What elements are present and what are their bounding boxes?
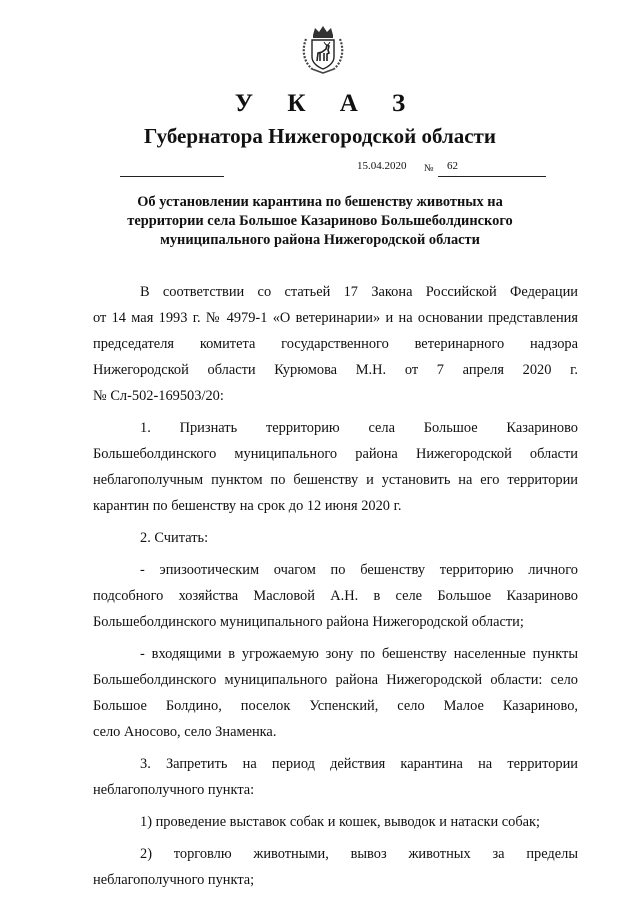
body-line: - входящими в угрожаемую зону по бешенству населенные пункты (140, 646, 578, 662)
decree-title: У К А З (234, 90, 420, 117)
body-line: 2) торговлю животными, вывоз животных за пределы (140, 846, 578, 862)
body-line: Большеболдинского муниципального района Нижегородской области (93, 446, 578, 462)
body-line: 3. Запретить на период действия карантина на территории (140, 756, 578, 772)
body-line: неблагополучного пункта: (93, 782, 255, 798)
body-line: Большеболдинского муниципального района Нижегородской области; (93, 614, 524, 630)
decree-number: 62 (447, 160, 458, 172)
body-line: № Сл-502-169503/20: (93, 388, 224, 404)
subject-line: Об установлении карантина по бешенству животных на (137, 194, 503, 210)
decree-number-label: № (424, 163, 434, 174)
body-line: В соответствии со статьей 17 Закона Российской Федерации (140, 284, 578, 300)
body-line: - эпизоотическим очагом по бешенству территорию личного (140, 562, 578, 578)
body-line: неблагополучного пункта; (93, 872, 255, 888)
body-line: карантин по бешенству на срок до 12 июня 2020 г. (93, 498, 402, 514)
coat-of-arms-icon (300, 25, 346, 75)
body-line: Большое Болдино, поселок Успенский, село Малое Казариново, (93, 698, 578, 714)
decree-subject (110, 193, 530, 250)
decree-date: 15.04.2020 (357, 160, 407, 172)
body-line: 1) проведение выставок собак и кошек, выводок и натаски собак; (140, 814, 541, 830)
body-line: Нижегородской области Курюмова М.Н. от 7 апреля 2020 г. (93, 362, 578, 378)
body-line: от 14 мая 1993 г. № 4979-1 «О ветеринарии» и на основании представления (93, 310, 578, 326)
body-line: 1. Признать территорию села Большое Казариново (140, 420, 578, 436)
body-line: председателя комитета государственного ветеринарного надзора (93, 336, 578, 352)
decree-body (93, 279, 578, 893)
signature-date-underline (120, 176, 224, 177)
decree-number-underline (438, 176, 546, 177)
subject-line: муниципального района Нижегородской области (160, 232, 480, 248)
body-line: Большеболдинского муниципального района Нижегородской области: село (93, 672, 578, 688)
subject-line: территории села Большое Казариново Большеболдинского (127, 213, 513, 229)
body-line: 2. Считать: (140, 530, 209, 546)
issuing-authority: Губернатора Нижегородской области (144, 124, 496, 148)
body-line: село Аносово, село Знаменка. (93, 724, 277, 740)
body-line: неблагополучным пунктом по бешенству и установить на его территории (93, 472, 578, 488)
body-line: подсобного хозяйства Масловой А.Н. в селе Большое Казариново (93, 588, 578, 604)
